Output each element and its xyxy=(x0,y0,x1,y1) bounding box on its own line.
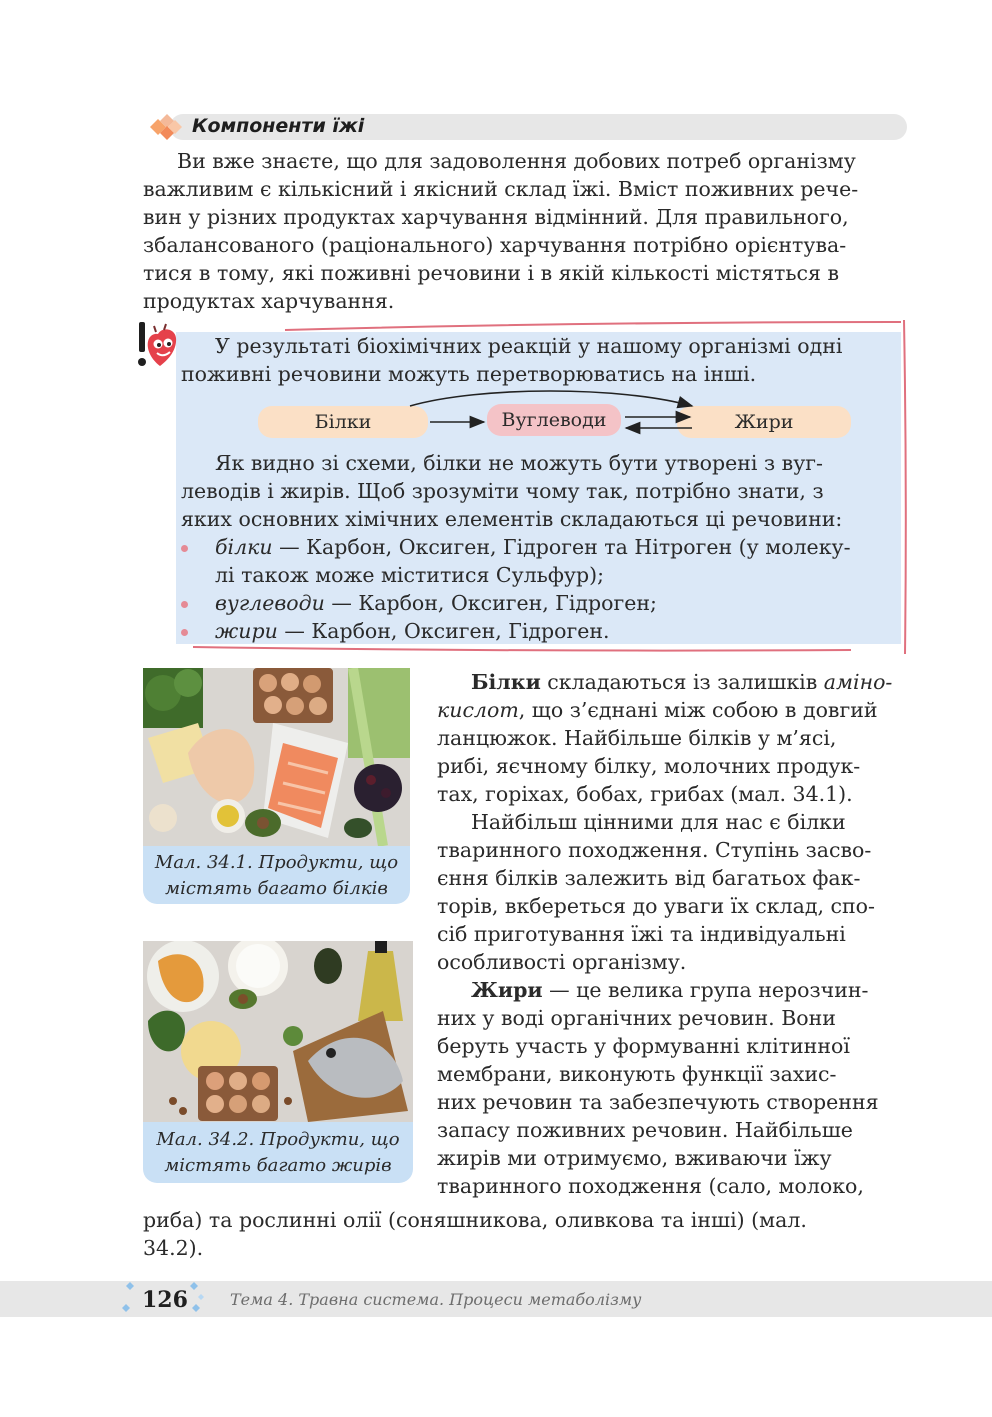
figure-caption xyxy=(143,1122,413,1183)
info-intro xyxy=(181,332,892,388)
bullet-dot-icon xyxy=(181,601,188,608)
info-line: поживні речовини можуть перетворюватись на інші. xyxy=(181,362,757,386)
scheme-fats: Жири xyxy=(677,406,851,438)
bullet-dot-icon xyxy=(181,629,188,636)
exclamation-heart-mascot-icon xyxy=(128,318,188,370)
text-line: ланцюжок. Найбільше білків у м’ясі, xyxy=(437,726,837,750)
info-line: У результаті біохімічних реакцій у нашому організмі одні xyxy=(215,334,843,358)
list-item-continuation xyxy=(181,561,892,589)
text-line xyxy=(437,976,907,1004)
text-line: рибі, яєчному білку, молочних продук- xyxy=(437,754,861,778)
term-fats: Жири xyxy=(471,978,543,1002)
list-text: лі також може міститися Сульфур); xyxy=(215,563,604,587)
list-item xyxy=(181,617,892,645)
text-line xyxy=(437,696,907,724)
scheme-arrows xyxy=(400,384,720,440)
text-line xyxy=(437,668,907,696)
text-line: 34.2). xyxy=(143,1236,204,1260)
list-term: вуглеводи xyxy=(215,591,325,615)
fats-paragraph xyxy=(437,976,907,1200)
text-line: мембрани, виконують функції захис- xyxy=(437,1062,837,1086)
caption-line: містять багато білків xyxy=(165,878,388,899)
caption-line: Мал. 34.2. Продукти, що xyxy=(156,1129,400,1150)
info-line: Як видно зі схеми, білки не можуть бути утворені з вуг- xyxy=(215,451,823,475)
text-line: тах, горіхах, бобах, грибах (мал. 34.1). xyxy=(437,782,853,806)
intro-line: вин у різних продуктах харчування відмінний. Для правильного, xyxy=(143,205,849,229)
list-text: — Карбон, Оксиген, Гідроген. xyxy=(277,619,610,643)
proteins-paragraph xyxy=(437,668,907,976)
element-list xyxy=(181,533,892,645)
info-paragraph-2 xyxy=(181,449,892,533)
caption-line: Мал. 34.1. Продукти, що xyxy=(154,852,399,873)
info-box-right-line xyxy=(900,318,910,656)
fats-paragraph-end xyxy=(143,1206,907,1262)
intro-line: Ви вже знаєте, що для задоволення добових потреб організму xyxy=(177,149,856,173)
text-line: сіб приготування їжі та індивідуальні xyxy=(437,922,846,946)
info-line: леводів і жирів. Щоб зрозуміти чому так, потрібно знати, з xyxy=(181,479,824,503)
list-item xyxy=(181,589,892,617)
scheme-carbohydrates: Вуглеводи xyxy=(487,404,621,436)
text-fragment: , що з’єднані між собою в довгий xyxy=(518,698,878,722)
section-title: Компоненти їжі xyxy=(192,115,365,137)
text-line: єння білків залежить від багатьох фак- xyxy=(437,866,861,890)
protein-foods-photo xyxy=(143,668,410,846)
text-fragment: — це велика група нерозчин- xyxy=(542,978,869,1002)
page-number: 126 xyxy=(142,1287,188,1313)
intro-line: збалансованого (раціонального) харчування потрібно орієнтува- xyxy=(143,233,847,257)
term-proteins: Білки xyxy=(471,670,541,694)
diamond-ornament-icon xyxy=(140,112,184,142)
scheme-proteins: Білки xyxy=(258,406,428,438)
bullet-dot-icon xyxy=(181,545,188,552)
text-line: особливості організму. xyxy=(437,950,687,974)
text-line: запасу поживних речовин. Найбільше xyxy=(437,1118,853,1142)
text-line: них у воді органічних речовин. Вони xyxy=(437,1006,836,1030)
list-term: білки xyxy=(215,535,273,559)
figure-caption xyxy=(143,846,410,904)
text-line: риба) та рослинні олії (соняшникова, оливкова та інші) (мал. xyxy=(143,1208,807,1232)
intro-line: тися в тому, які поживні речовини і в якій кількості містяться в xyxy=(143,261,839,285)
text-line: жирів ми отримуємо, вживаючи їжу xyxy=(437,1146,832,1170)
list-item xyxy=(181,533,892,561)
text-line: Найбільш цінними для нас є білки xyxy=(471,810,846,834)
intro-paragraph xyxy=(143,147,907,315)
text-line: тваринного походження. Ступінь засво- xyxy=(437,838,872,862)
running-footer-title: Тема 4. Травна система. Процеси метаболізму xyxy=(230,1290,642,1309)
section-header xyxy=(140,112,907,142)
list-text: — Карбон, Оксиген, Гідроген; xyxy=(324,591,657,615)
intro-line: важливим є кількісний і якісний склад їжі. Вміст поживних рече- xyxy=(143,177,859,201)
italic-term: кислот xyxy=(437,698,519,722)
italic-term: аміно- xyxy=(823,670,893,694)
fat-foods-photo xyxy=(143,941,413,1122)
info-line: яких основних хімічних елементів складаються ці речовини: xyxy=(181,507,843,531)
list-term: жири xyxy=(215,619,278,643)
text-line: них речовин та забезпечують створення xyxy=(437,1090,879,1114)
intro-line: продуктах харчування. xyxy=(143,289,395,313)
info-box-bottom-line xyxy=(191,644,853,654)
text-fragment: складаються із залишків xyxy=(540,670,824,694)
text-line: беруть участь у формуванні клітинної xyxy=(437,1034,850,1058)
caption-line: містять багато жирів xyxy=(164,1155,392,1176)
text-line: тваринного походження (сало, молоко, xyxy=(437,1174,864,1198)
text-line: торів, вкбереться до уваги їх склад, спо- xyxy=(437,894,875,918)
list-text: — Карбон, Оксиген, Гідроген та Нітроген (у молеку- xyxy=(272,535,851,559)
